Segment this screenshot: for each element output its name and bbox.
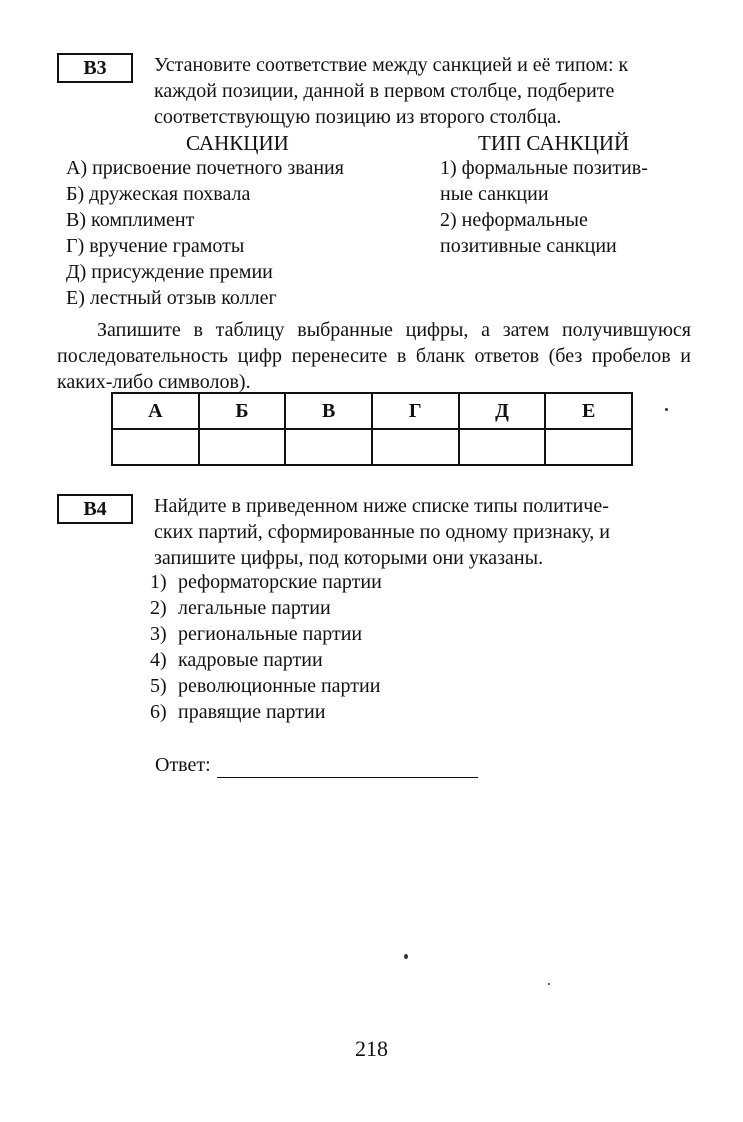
list-item: [150, 595, 331, 621]
list-item: В) комплимент: [66, 209, 195, 231]
b4-task-line-1: Найдите в приведенном ниже списке типы политиче-: [154, 495, 609, 517]
list-item: Е) лестный отзыв коллег: [66, 287, 277, 309]
answer-cell[interactable]: [199, 429, 286, 465]
answer-cell[interactable]: [112, 429, 199, 465]
list-item: [150, 569, 382, 595]
list-item: Б) дружеская похвала: [66, 183, 251, 205]
list-item: [150, 699, 325, 725]
item-number: 3): [150, 623, 167, 645]
answer-cell[interactable]: [285, 429, 372, 465]
list-item: [150, 621, 362, 647]
b3-task-line-1: Установите соответствие между санкцией и её типом: к: [154, 54, 629, 76]
answer-table-header: Д: [459, 393, 546, 429]
item-text: правящие партии: [178, 701, 326, 723]
answer-table-header: Е: [545, 393, 632, 429]
answer-table-header: В: [285, 393, 372, 429]
item-text: реформаторские партии: [178, 571, 382, 593]
list-item: [150, 647, 323, 673]
answer-label: Ответ:: [155, 754, 211, 776]
list-item: Д) присуждение премии: [66, 261, 273, 283]
item-text: легальные партии: [178, 597, 331, 619]
scan-speck: [548, 983, 550, 985]
item-number: 5): [150, 675, 167, 697]
item-number: 2): [150, 597, 167, 619]
answer-blank-line[interactable]: [217, 776, 478, 778]
b4-task-line-2: ских партий, сформированные по одному признаку, и: [154, 521, 610, 543]
scan-speck: [665, 408, 668, 411]
page-number: 218: [355, 1036, 388, 1061]
list-item: [150, 673, 380, 699]
task-label-b4: В4: [57, 494, 133, 524]
answer-cell[interactable]: [372, 429, 459, 465]
item-number: 4): [150, 649, 167, 671]
sanction-type-column-header: ТИП САНКЦИЙ: [478, 131, 630, 155]
list-item: А) присвоение почетного звания: [66, 157, 344, 179]
answer-table-header: Г: [372, 393, 459, 429]
sanctions-column-header: САНКЦИИ: [186, 131, 289, 155]
list-item: 1) формальные позитив-: [440, 157, 648, 179]
b3-instruction: Запишите в таблицу выбранные цифры, а затем получившуюся последовательность цифр перенесите в бланк ответов (без пробелов и каких-либо символов).: [57, 319, 691, 393]
item-text: кадровые партии: [178, 649, 323, 671]
b3-task-line-3: соответствующую позицию из второго столбца.: [154, 106, 562, 128]
answer-table-header: Б: [199, 393, 286, 429]
list-item: ные санкции: [440, 183, 549, 205]
answer-table: [111, 392, 633, 466]
list-item: позитивные санкции: [440, 235, 617, 257]
scan-speck: [404, 954, 408, 959]
answer-table-header: А: [112, 393, 199, 429]
list-item: Г) вручение грамоты: [66, 235, 245, 257]
b4-task-line-3: запишите цифры, под которыми они указаны.: [154, 547, 544, 569]
item-text: революционные партии: [178, 675, 381, 697]
answer-cell[interactable]: [459, 429, 546, 465]
item-number: 6): [150, 701, 167, 723]
b3-task-line-2: каждой позиции, данной в первом столбце, подберите: [154, 80, 615, 102]
item-number: 1): [150, 571, 167, 593]
answer-cell[interactable]: [545, 429, 632, 465]
item-text: региональные партии: [178, 623, 363, 645]
task-label-b3: В3: [57, 53, 133, 83]
list-item: 2) неформальные: [440, 209, 588, 231]
